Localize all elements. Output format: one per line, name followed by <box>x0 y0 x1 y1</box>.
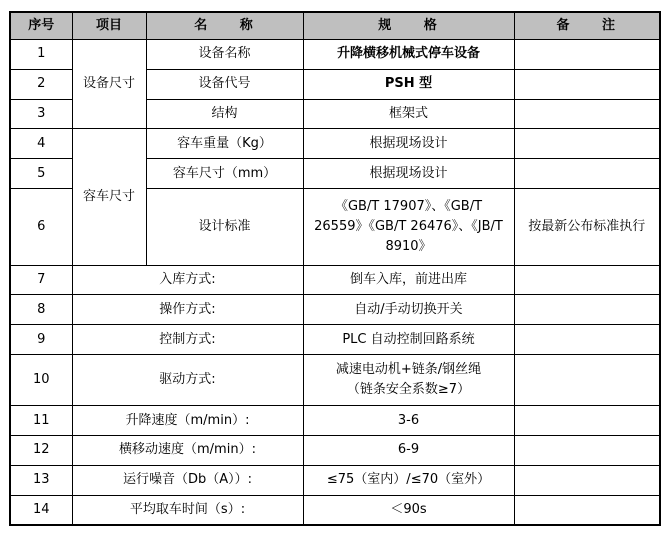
row-no: 6 <box>10 188 72 265</box>
row-no: 8 <box>10 295 72 325</box>
row-name: 运行噪音（Db（A））: <box>72 465 303 495</box>
row-spec: 框架式 <box>303 99 514 129</box>
row-no: 11 <box>10 406 72 436</box>
row-spec <box>303 355 514 406</box>
table-row <box>10 495 660 525</box>
row-no: 7 <box>10 265 72 295</box>
row-no: 2 <box>10 69 72 99</box>
row-remark <box>514 355 660 406</box>
row-spec: 升降横移机械式停车设备 <box>303 40 514 70</box>
row-remark <box>514 159 660 189</box>
table-row <box>10 295 660 325</box>
header-remark: 备 注 <box>514 12 660 40</box>
row-name: 横移动速度（m/min）: <box>72 435 303 465</box>
row-remark <box>514 295 660 325</box>
row-spec: 根据现场设计 <box>303 129 514 159</box>
row-spec: 倒车入库，前进出库 <box>303 265 514 295</box>
row-remark <box>514 265 660 295</box>
row-spec: ＜90s <box>303 495 514 525</box>
row-remark <box>514 40 660 70</box>
row-spec <box>303 188 514 265</box>
row-spec: 6-9 <box>303 435 514 465</box>
group-equipment-size: 设备尺寸 <box>72 40 146 129</box>
spec-line: 26559》《GB/T 26476》、《JB/T <box>314 218 503 234</box>
header-name: 名 称 <box>146 12 303 40</box>
row-no: 1 <box>10 40 72 70</box>
row-spec: 3-6 <box>303 406 514 436</box>
row-remark <box>514 495 660 525</box>
row-no: 14 <box>10 495 72 525</box>
row-remark <box>514 99 660 129</box>
row-spec: 根据现场设计 <box>303 159 514 189</box>
row-spec: ≤75（室内）/≤70（室外） <box>303 465 514 495</box>
row-no: 10 <box>10 355 72 406</box>
row-spec: PSH 型 <box>303 69 514 99</box>
table-row <box>10 465 660 495</box>
spec-table-container <box>9 11 659 526</box>
header-no: 序号 <box>10 12 72 40</box>
spec-line: 《GB/T 17907》、《GB/T <box>334 198 483 214</box>
table-row <box>10 355 660 406</box>
row-remark <box>514 129 660 159</box>
spec-table <box>9 11 661 526</box>
row-no: 5 <box>10 159 72 189</box>
row-remark <box>514 435 660 465</box>
table-row <box>10 40 660 70</box>
table-row <box>10 325 660 355</box>
row-no: 3 <box>10 99 72 129</box>
table-row <box>10 435 660 465</box>
row-name: 容车重量（Kg） <box>146 129 303 159</box>
header-row <box>10 12 660 40</box>
row-name: 入库方式: <box>72 265 303 295</box>
row-spec: PLC 自动控制回路系统 <box>303 325 514 355</box>
row-no: 12 <box>10 435 72 465</box>
table-row <box>10 406 660 436</box>
header-spec: 规 格 <box>303 12 514 40</box>
table-row <box>10 129 660 159</box>
table-row <box>10 265 660 295</box>
header-item: 项目 <box>72 12 146 40</box>
row-name: 设计标准 <box>146 188 303 265</box>
row-name: 平均取车时间（s）: <box>72 495 303 525</box>
row-name: 容车尺寸（mm） <box>146 159 303 189</box>
row-name: 设备名称 <box>146 40 303 70</box>
spec-line: 8910》 <box>385 238 432 254</box>
row-name: 结构 <box>146 99 303 129</box>
row-no: 13 <box>10 465 72 495</box>
spec-line: （链条安全系数≥7） <box>346 382 471 398</box>
row-remark <box>514 69 660 99</box>
row-name: 操作方式: <box>72 295 303 325</box>
spec-line: 减速电动机+链条/钢丝绳 <box>335 362 482 378</box>
row-name: 升降速度（m/min）: <box>72 406 303 436</box>
row-remark: 按最新公布标准执行 <box>514 188 660 265</box>
row-remark <box>514 325 660 355</box>
group-car-size: 容车尺寸 <box>72 129 146 265</box>
row-no: 9 <box>10 325 72 355</box>
row-name: 驱动方式: <box>72 355 303 406</box>
row-name: 设备代号 <box>146 69 303 99</box>
row-remark <box>514 465 660 495</box>
row-no: 4 <box>10 129 72 159</box>
row-name: 控制方式: <box>72 325 303 355</box>
row-spec: 自动/手动切换开关 <box>303 295 514 325</box>
row-remark <box>514 406 660 436</box>
